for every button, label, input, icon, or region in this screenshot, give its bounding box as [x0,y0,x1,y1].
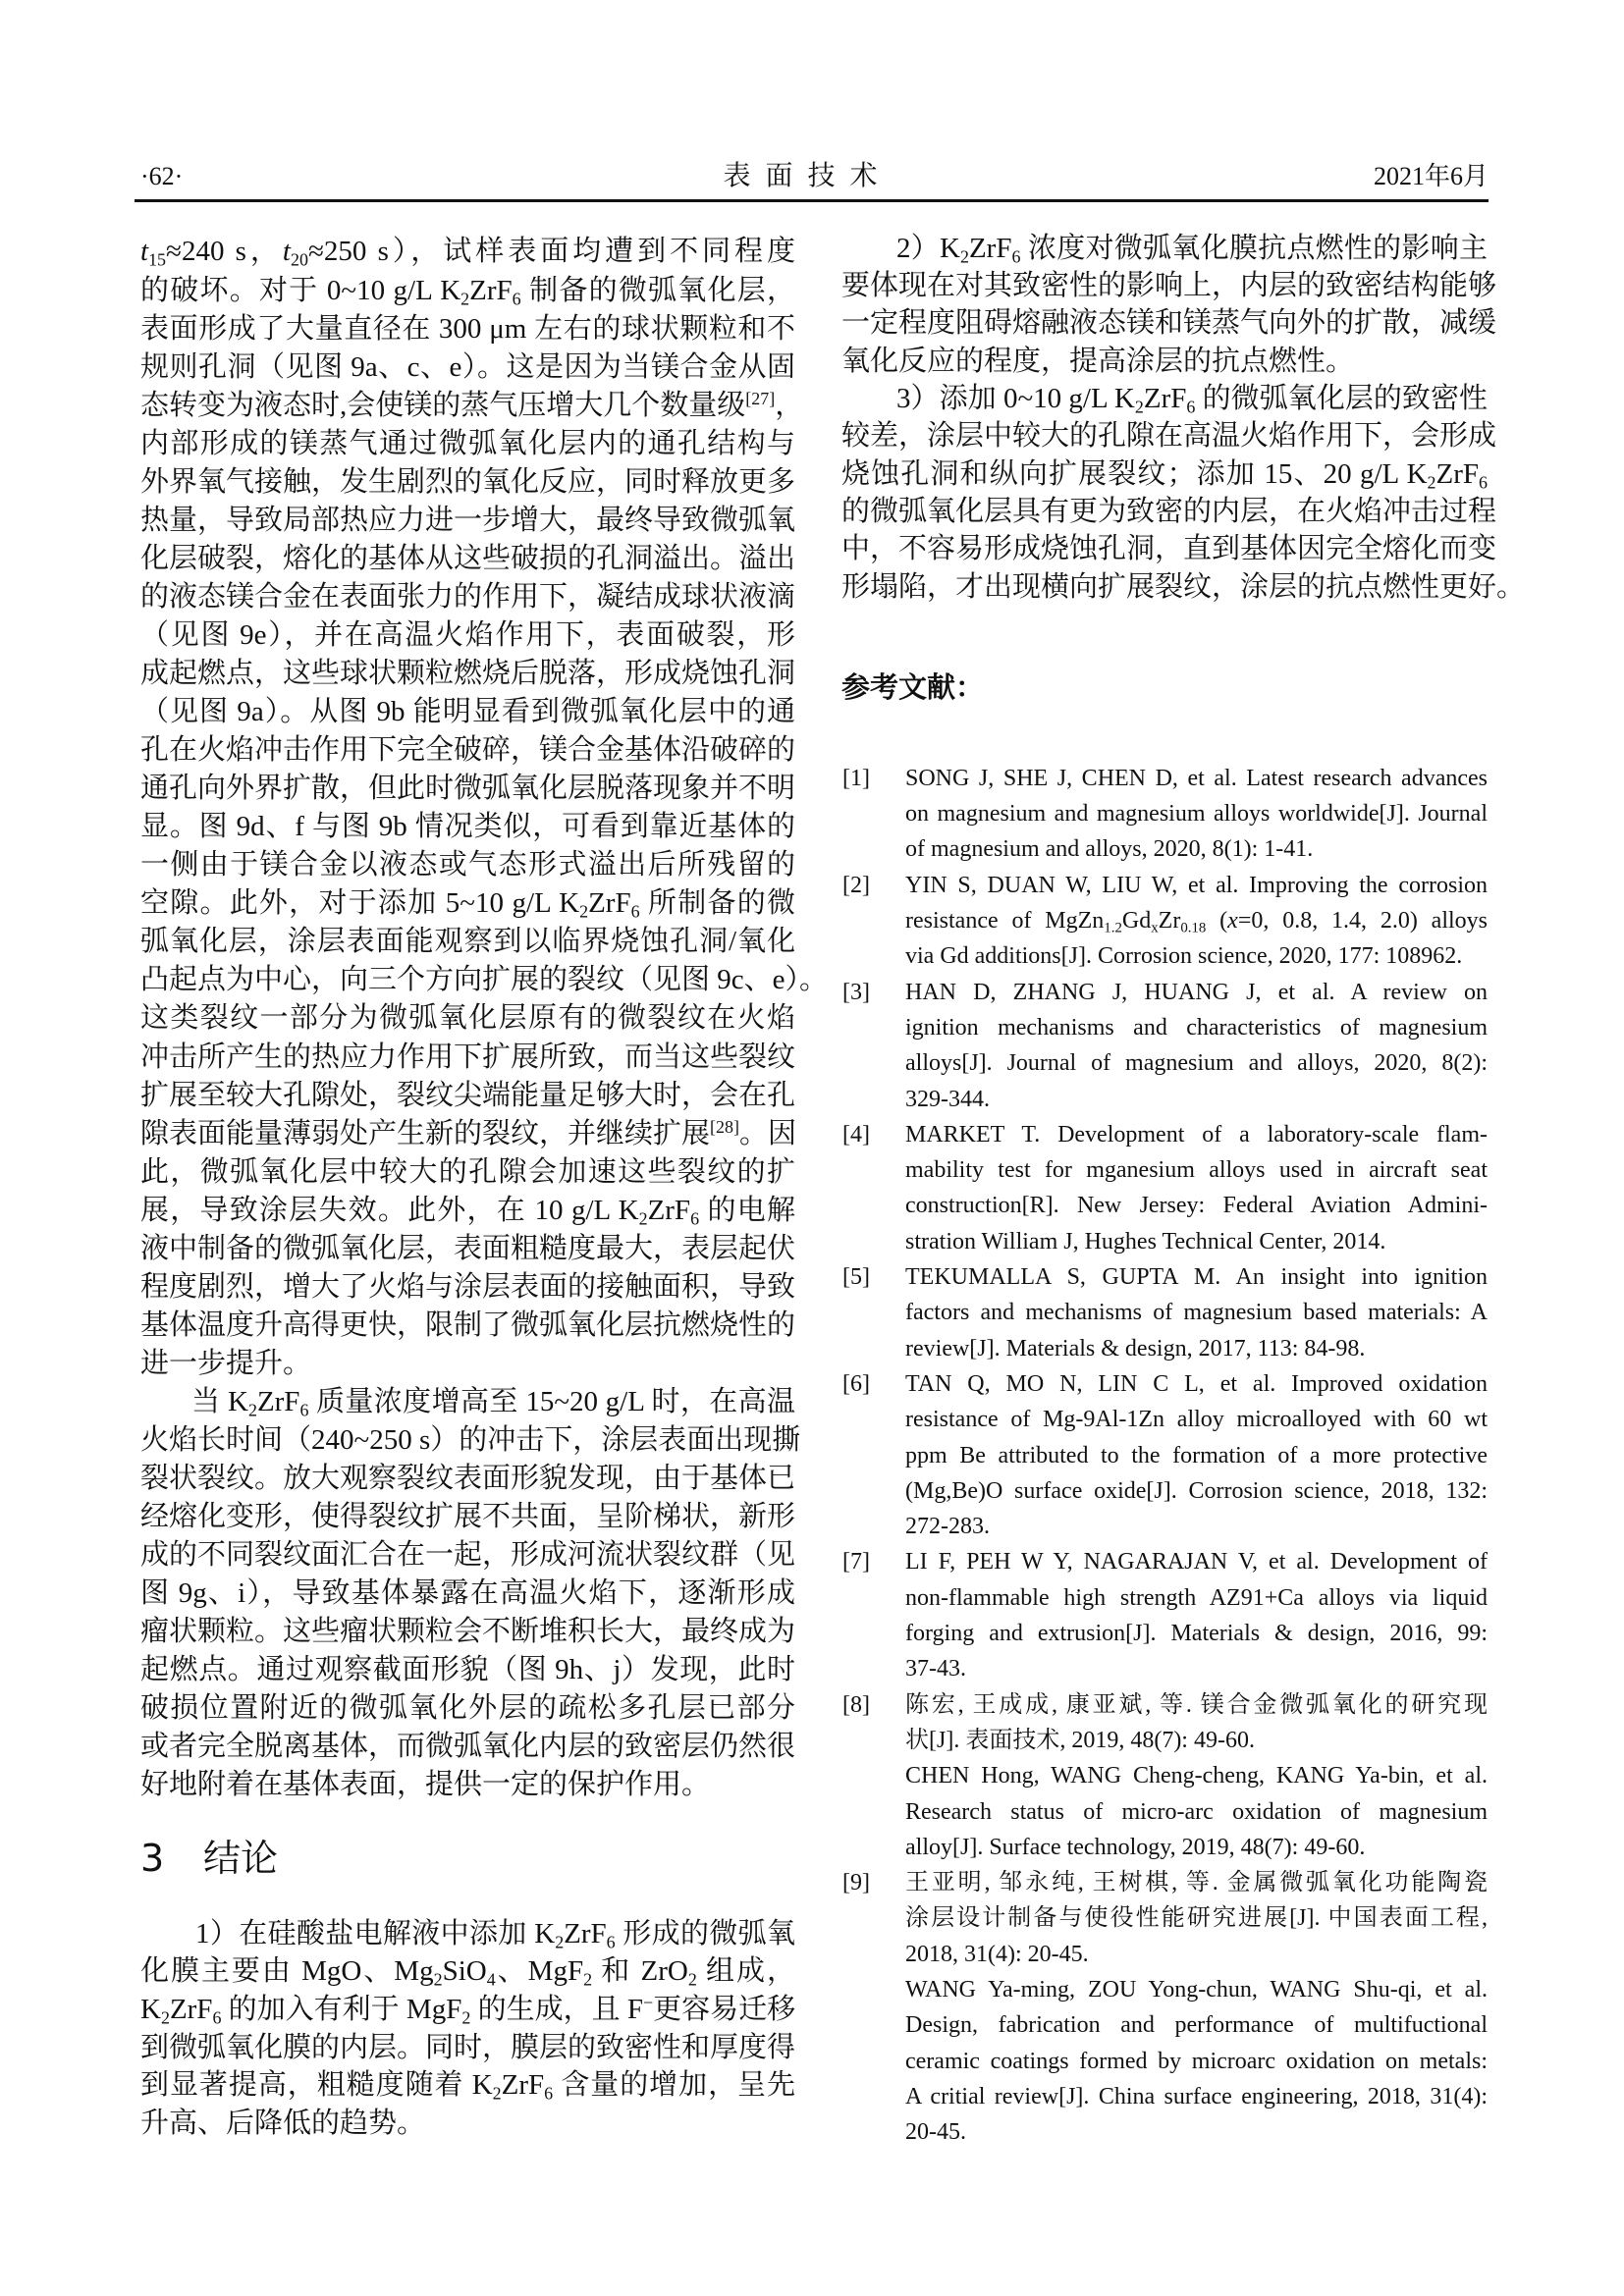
subscript: 2 [247,1400,257,1420]
text-run: 要体现在对其致密性的影响上，内层的致密结构能够 [841,270,1497,302]
section-number: 3 [140,1837,165,1880]
text-run: 成起燃点，这些球状颗粒燃烧后脱落，形成烧蚀孔洞 [140,658,796,690]
subscript: 1.2 [1104,920,1122,936]
header-rule [135,199,1489,202]
text-line [140,961,828,999]
text-run: 进一步提升。 [140,1347,312,1379]
text-line [140,1613,795,1651]
text-line [140,1345,795,1383]
text-run: SiO [442,1955,487,1988]
subscript: x [1151,920,1159,936]
text-line [140,884,795,923]
text-run: non-flammable high strength AZ91+Ca alloys via liquid [905,1584,1488,1611]
text-run: ZrF [968,232,1012,264]
subscript: 6 [630,901,640,922]
reference-label: [7] [842,1549,870,1575]
text-line [905,1865,1488,1900]
text-run: 272-283. [905,1514,990,1540]
text-line [841,304,1497,342]
text-run: 经熔化变形，使得裂纹扩展不共面，呈阶梯状，新形 [140,1501,796,1533]
text-run: ZrF [588,887,631,920]
text-line [140,1077,795,1115]
text-run: factors and mechanisms of magnesium based materials: A [905,1300,1488,1326]
subscript: 2 [959,246,969,267]
text-line [905,2114,1488,2150]
text-line [905,1616,1488,1651]
subscript: 15 [148,249,167,270]
text-line [140,1192,795,1230]
text-run: 氧化反应的程度，提高涂层的抗点燃性。 [841,345,1355,377]
text-line [140,770,795,808]
text-line [140,1498,795,1536]
text-run: 凸起点为中心，向三个方向扩展的裂纹（见图 9c、e）。 [140,964,828,996]
text-line [140,425,795,463]
subscript: 2 [555,1932,565,1952]
section-heading [140,1837,278,1880]
subscript: 2 [1427,472,1436,493]
text-run: 化膜主要由 MgO、Mg [140,1955,434,1988]
section-title: 结论 [203,1837,279,1880]
text-run: ZrF [501,2069,545,2102]
text-run: (Mg,Be)O surface oxide[J]. Corrosion science, 2018, 132: [905,1477,1488,1504]
text-run: 起燃点。通过观察截面形貌（图 9h、j）发现，此时 [140,1654,795,1686]
text-line [905,796,1488,831]
text-line [905,761,1488,796]
text-run: 陈宏, 王成成, 康亚斌, 等. 镁合金微弧氧化的研究现 [905,1691,1488,1718]
journal-title: 表 面 技 术 [723,161,882,191]
text-line [905,1152,1488,1188]
text-line [905,1687,1488,1723]
subscript: 2 [638,1208,648,1229]
text-run: 浓度对微弧氧化膜抗点燃性的影响主 [1020,232,1488,264]
text-run: 质量浓度增高至 15~20 g/L 时，在高温 [308,1385,795,1417]
reference-label: [4] [842,1121,870,1148]
text-line [905,1045,1488,1081]
text-run: ( [1206,908,1228,934]
text-line [905,1295,1488,1330]
text-run: ceramic coatings formed by microarc oxidation on metals: [905,2048,1488,2074]
text-line [905,938,1488,974]
text-run: 的生成，且 F [470,1993,643,2025]
text-run: 的液态镁合金在表面张力的作用下，凝结成球状液滴 [140,580,796,613]
text-line [896,380,1488,417]
text-run: 含量的增加，呈先 [553,2069,795,2102]
text-run: MARKET T. Development of a laboratory-scale flam- [905,1121,1488,1148]
text-line [905,1830,1488,1865]
text-run: 瘤状颗粒。这些瘤状颗粒会不断堆积长大，最终成为 [140,1616,796,1648]
text-run: 状[J]. 表面技术, 2019, 48(7): 49-60. [905,1727,1255,1753]
text-run: 涂层设计制备与使役性能研究进展[J]. 中国表面工程, [905,1905,1488,1932]
reference-label: [2] [842,872,870,898]
subscript: 6 [606,1932,616,1952]
subscript: 2 [461,2007,471,2028]
text-run: 或者完全脱离基体，而微弧氧化内层的致密层仍然很 [140,1731,796,1763]
text-line [905,1900,1488,1936]
text-line [905,1082,1488,1117]
subscript: 2 [492,2083,502,2104]
text-run: 组成， [696,1955,795,1988]
text-run: ZrF [169,1993,213,2025]
text-run: Zr [1158,908,1181,934]
text-line [140,846,795,884]
text-run: 表面形成了大量直径在 300 μm 左右的球状颗粒和不 [140,312,795,345]
text-run: 更容易迁移 [653,1993,796,2025]
text-run: on magnesium and magnesium alloys worldwide[J]. Journal [905,801,1488,828]
text-run: 形成的微弧氧 [615,1917,795,1949]
subscript: 2 [579,901,589,922]
text-run: mability test for mganesium alloys used in aircraft seat [905,1157,1488,1184]
text-run: 这类裂纹一部分为微弧氧化层原有的微裂纹在火焰 [140,1002,795,1035]
text-run: 当 K [191,1385,248,1417]
subscript: 6 [512,288,521,308]
text-line [140,540,795,578]
text-line [140,1728,795,1766]
text-line [905,1188,1488,1223]
text-line [140,2029,795,2067]
text-line [140,693,795,731]
text-line [905,1438,1488,1473]
subscript: 4 [486,1969,496,1990]
text-line [140,578,795,616]
text-run: 。因 [738,1117,796,1149]
text-run: HAN D, ZHANG J, HUANG J, et al. A review on [905,979,1488,1005]
text-run: 外界氧气接触，发生剧烈的氧化反应，同时释放更多 [140,465,796,498]
text-line [905,903,1488,938]
subscript: 2 [433,1969,443,1990]
text-line [140,310,795,348]
references-heading: 参考文献： [841,670,985,704]
text-run: 、MgF [495,1955,584,1988]
text-run: ppm Be attributed to the formation of a more protective [905,1442,1488,1468]
italic-run: t [282,236,291,268]
text-run: 程度剧烈，增大了火焰与涂层表面的接触面积，导致 [140,1270,796,1303]
text-run: 20-45. [905,2119,966,2146]
text-line [140,655,795,693]
reference-label: [8] [842,1691,870,1718]
text-line [140,1421,801,1460]
text-run: Design, fabrication and performance of multifuctional [905,2012,1488,2039]
text-run: 液中制备的微弧氧化层，表面粗糙度最大，表层起伏 [140,1232,796,1264]
text-line [905,2079,1488,2114]
text-run: ZrF [1435,457,1480,490]
text-line [140,1460,795,1498]
text-run: 展，导致涂层失效。此外，在 10 g/L K [140,1194,639,1226]
text-run: TEKUMALLA S, GUPTA M. An insight into ignition [905,1264,1488,1291]
text-run: 成的不同裂纹面汇合在一起，形成河流状裂纹群（见 [140,1539,796,1572]
text-line [140,348,795,387]
subscript: 6 [1186,397,1196,417]
text-run: 王亚明, 邹永纯, 王树棋, 等. 金属微弧氧化功能陶瓷 [905,1870,1488,1896]
text-run: 规则孔洞（见图 9a、c、e）。这是因为当镁合金从固 [140,350,795,383]
text-run: Research status of micro-arc oxidation of magnesium [905,1798,1488,1825]
text-run: 到微弧氧化膜的内层。同时，膜层的致密性和厚度得 [140,2031,796,2063]
page-number: ·62· [140,162,184,190]
text-run: 形塌陷，才出现横向扩展裂纹，涂层的抗点燃性更好。 [841,570,1526,603]
text-line [905,1366,1488,1402]
reference-label: [3] [842,979,870,1005]
superscript: [28] [710,1116,739,1137]
text-run: 扩展至较大孔隙处，裂纹尖端能量足够大时，会在孔 [140,1079,796,1111]
text-run: A critial review[J]. China surface engineering, 2018, 31(4): [905,2083,1488,2109]
text-run: Gd [1121,908,1152,934]
text-run: 升高、后降低的趋势。 [140,2107,426,2139]
text-line [140,272,795,310]
text-run: ≈240 s， [166,236,283,268]
text-run: via Gd additions[J]. Corrosion science, 2020, 177: 108962. [905,943,1463,970]
subscript: 6 [544,2083,554,2104]
text-line [195,1915,795,1953]
text-run: CHEN Hong, WANG Cheng-cheng, KANG Ya-bin, et al. [905,1763,1488,1789]
subscript: 0.18 [1180,920,1207,936]
text-line [140,1689,795,1728]
text-line [841,455,1488,493]
text-line [140,616,795,655]
text-run: YIN S, DUAN W, LIU W, et al. Improving the corrosion [905,872,1488,898]
subscript: 2 [1134,397,1144,417]
reference-label: [6] [842,1370,870,1397]
text-line [841,530,1497,567]
text-line [140,1115,795,1153]
subscript: 20 [290,249,308,270]
text-run: construction[R]. New Jersey: Federal Aviation Admini- [905,1193,1488,1219]
text-run: 的电解 [699,1194,795,1226]
text-run: （见图 9e），并在高温火焰作用下，表面破裂，形 [140,618,795,651]
reference-label: [9] [842,1870,870,1896]
text-line [140,1952,795,1991]
text-line [905,1723,1488,1758]
text-run: ZrF [647,1194,691,1226]
text-run: ZrF [256,1385,300,1417]
subscript: 6 [1479,472,1488,493]
text-line [140,1268,795,1307]
text-run: forging and extrusion[J]. Materials & design, 2016, 99: [905,1621,1488,1647]
text-line [140,233,795,271]
text-run: 孔在火焰冲击作用下完全破碎，镁合金基体沿破碎的 [140,734,796,767]
text-run: ignition mechanisms and characteristics of magnesium [905,1014,1488,1041]
text-run: 37-43. [905,1656,966,1682]
text-line [905,1259,1488,1295]
text-run: 内部形成的镁蒸气通过微弧氧化层内的通孔结构与 [140,427,795,459]
text-line [905,1758,1488,1793]
text-line [905,1544,1488,1579]
text-line [140,731,795,770]
text-run: 化层破裂，熔化的基体从这些破损的孔洞溢出。溢出 [140,542,796,574]
text-run: of magnesium and alloys, 2020, 8(1): 1-41. [905,836,1314,863]
text-line [140,1991,795,2029]
text-run: 一侧由于镁合金以液态或气态形式溢出后所残留的 [140,849,795,881]
text-run: =0, 0.8, 1.4, 2.0) alloys [1237,908,1489,934]
text-line [905,975,1488,1010]
text-line [905,831,1488,867]
text-run: 火焰长时间（240~250 s）的冲击下，涂层表面出现撕 [140,1424,801,1457]
subscript: 6 [299,1400,309,1420]
text-line [905,1580,1488,1616]
text-run: 态转变为液态时,会使镁的蒸气压增大几个数量级 [140,389,746,421]
text-run: 好地附着在基体表面，提供一定的保护作用。 [140,1769,711,1801]
text-run: ≈250 s），试样表面均遭到不同程度 [307,236,796,268]
subscript: 2 [160,2007,170,2028]
text-run: 2018, 31(4): 20-45. [905,1941,1089,1967]
text-line [140,923,795,961]
text-line [841,343,1488,380]
text-run: 所制备的微 [639,887,795,920]
text-run: 的微弧氧化层具有更为致密的内层，在火焰冲击过程 [841,495,1497,527]
text-run: 破损位置附近的微弧氧化外层的疏松多孔层已部分 [140,1692,795,1725]
text-run: 隙表面能量薄弱处产生新的裂纹，并继续扩展 [140,1117,711,1149]
text-line [905,1010,1488,1045]
text-run: resistance of Mg-9Al-1Zn alloy microalloyed with 60 wt [905,1407,1488,1433]
text-run: 329-344. [905,1086,990,1112]
text-line [140,2066,795,2105]
issue-date: 2021年6月 [1373,162,1489,190]
text-line [841,417,1497,454]
text-line [905,868,1488,903]
text-line [140,1575,795,1613]
text-line [905,1473,1488,1509]
text-line [140,1536,795,1575]
text-line [140,1039,795,1077]
text-line [140,1307,795,1345]
text-run: 的微弧氧化层的致密性 [1195,383,1488,415]
text-run: 基体温度升高得更快，限制了微弧氧化层抗燃烧性的 [140,1308,796,1341]
text-line [905,1509,1488,1544]
text-run: ZrF [469,274,513,306]
text-run: review[J]. Materials & design, 2017, 113: 84-98. [905,1335,1366,1362]
text-run: 显。图 9d、f 与图 9b 情况类似，可看到靠近基体的 [140,811,795,843]
text-line [140,463,795,502]
italic-run: t [140,236,149,268]
text-run: 图 9g、i），导致基体暴露在高温火焰下，逐渐形成 [140,1577,795,1610]
text-run: 1）在硅酸盐电解液中添加 K [195,1917,556,1949]
subscript: 2 [460,288,470,308]
reference-label: [1] [842,765,870,791]
text-run: 通孔向外界扩散，但此时微弧氧化层脱落现象并不明 [140,773,796,805]
italic-run: x [1227,908,1238,934]
text-run: 3）添加 0~10 g/L K [896,383,1135,415]
text-line [905,1794,1488,1830]
text-line [841,267,1497,304]
reference-label: [5] [842,1264,870,1291]
text-line [191,1383,795,1421]
text-line [905,2007,1488,2043]
text-line [140,999,795,1038]
text-run: TAN Q, MO N, LIN C L, et al. Improved oxidation [905,1370,1488,1397]
text-run: ZrF [1143,383,1187,415]
text-line [140,1766,795,1804]
text-line [140,1153,795,1192]
text-run: alloys[J]. Journal of magnesium and alloys, 2020, 8(2): [905,1050,1488,1077]
text-line [905,1224,1488,1259]
text-run: 较差，涂层中较大的孔隙在高温火焰作用下，会形成 [841,420,1497,453]
text-line [905,1402,1488,1437]
text-line [905,1331,1488,1366]
text-run: 空隙。此外，对于添加 5~10 g/L K [140,887,580,920]
superscript: − [642,1993,654,2013]
text-run: 一定程度阻碍熔融液态镁和镁蒸气向外的扩散，减缓 [841,307,1497,340]
text-run: 冲击所产生的热应力作用下扩展所致，而当这些裂纹 [140,1041,796,1073]
text-line [140,1651,795,1689]
subscript: 2 [687,1969,697,1990]
text-run: 此，微弧氧化层中较大的孔隙会加速这些裂纹的扩 [140,1155,795,1188]
text-run: K [140,1993,161,2025]
text-line [841,493,1497,530]
text-run: 弧氧化层，涂层表面能观察到以临界烧蚀孔洞/氧化 [140,926,795,958]
text-line [140,1230,795,1268]
subscript: 2 [583,1969,593,1990]
subscript: 6 [1011,246,1021,267]
text-run: 和 ZrO [592,1955,688,1988]
text-run: ZrF [564,1917,607,1949]
text-line [905,1972,1488,2007]
text-run: 热量，导致局部热应力进一步增大，最终导致微弧氧 [140,504,796,536]
text-line [905,1651,1488,1686]
text-line [896,230,1488,267]
text-line [905,1937,1488,1972]
text-run: 到显著提高，粗糙度随着 K [140,2069,493,2102]
subscript: 6 [212,2007,222,2028]
text-run: stration William J, Hughes Technical Center, 2014. [905,1228,1386,1255]
text-run: 制备的微弧氧化层， [520,274,795,306]
text-run: resistance of MgZn [905,908,1105,934]
text-run: 的加入有利于 MgF [221,1993,462,2025]
text-line [905,1117,1488,1152]
text-run: （见图 9a）。从图 9b 能明显看到微弧氧化层中的通 [140,696,795,728]
text-line [140,808,795,846]
text-line [905,2044,1488,2079]
text-line [140,2105,795,2143]
text-run: 中，不容易形成烧蚀孔洞，直到基体因完全熔化而变 [841,533,1497,565]
text-run: alloy[J]. Surface technology, 2019, 48(7): 49-60. [905,1834,1366,1860]
text-run: SONG J, SHE J, CHEN D, et al. Latest research advances [905,765,1488,791]
text-run: 2）K [896,232,960,264]
text-run: LI F, PEH W Y, NAGARAJAN V, et al. Development of [905,1549,1488,1575]
subscript: 6 [690,1208,700,1229]
text-line [140,502,795,540]
text-run: WANG Ya-ming, ZOU Yong-chun, WANG Shu-qi, et al. [905,1977,1488,2003]
text-line [140,387,804,425]
text-run: 裂状裂纹。放大观察裂纹表面形貌发现，由于基体已 [140,1463,796,1495]
text-run: 烧蚀孔洞和纵向扩展裂纹；添加 15、20 g/L K [841,457,1428,490]
superscript: [27] [745,388,776,408]
text-run: ， [775,389,804,421]
text-line [841,568,1526,606]
text-run: 的破坏。对于 0~10 g/L K [140,274,461,306]
